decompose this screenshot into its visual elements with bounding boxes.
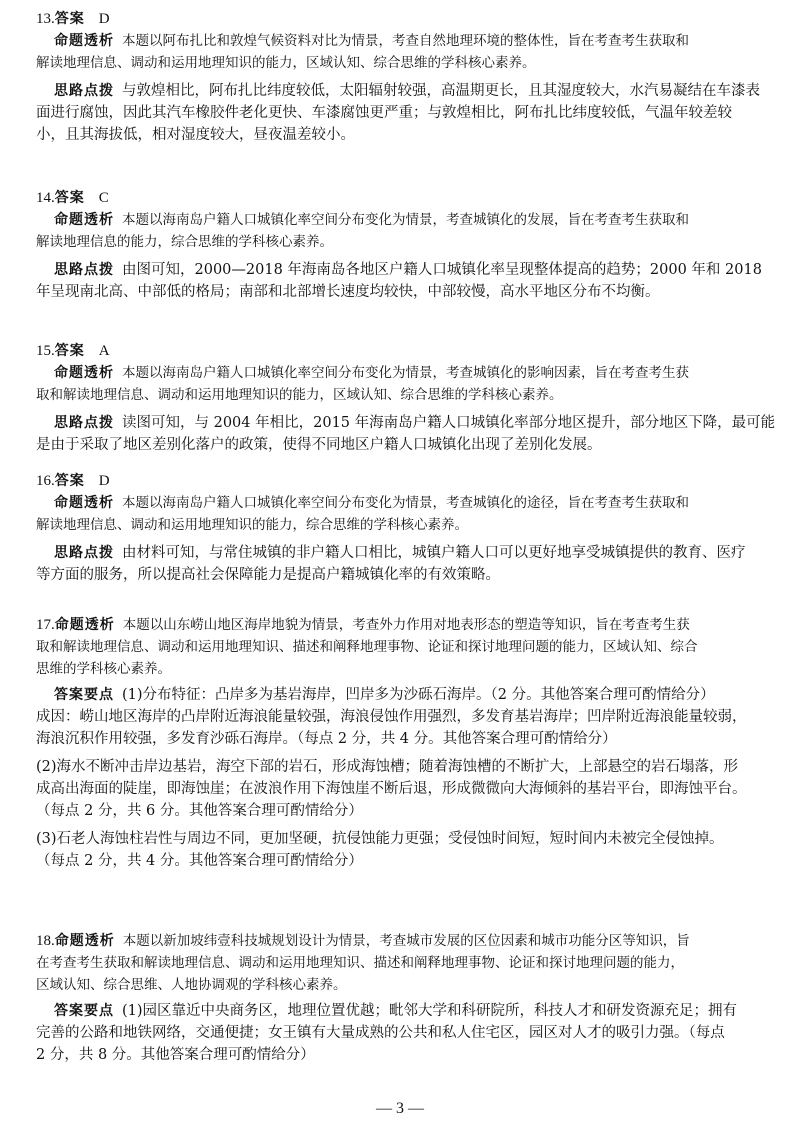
q14-number: 14.	[36, 190, 55, 206]
q13-hint-line-2: 面进行腐蚀，因此其汽车橡胶件老化更快、车漆腐蚀更严重；与敦煌相比，阿布扎比纬度较低，气温年较差较	[36, 105, 732, 121]
q17-number: 17.	[36, 617, 55, 633]
q14-hint-text-1: 由图可知，2000—2018 年海南岛各地区户籍人口城镇化率呈现整体提高的趋势；2000 年和 2018	[122, 262, 762, 278]
q17-key-line-3: 海浪沉积作用较强，多发育沙砾石海岸。（每点 2 分，共 4 分。其他答案合理可酌情给分）	[36, 731, 617, 747]
q16-answer: D	[98, 473, 110, 489]
q18-analysis-line-2: 在考查考生获取和解读地理信息、调动和运用地理知识、描述和阐释地理事物、论证和探讨地理问题的能力，	[36, 955, 684, 971]
question-18	[36, 930, 776, 1066]
q18-key-label: 答案要点	[54, 1003, 114, 1019]
q15-analysis-text-1: 本题以海南岛户籍人口城镇化率空间分布变化为情景，考查城镇化的影响因素，旨在考查考生获	[122, 365, 689, 381]
q13-hint-text-1: 与敦煌相比，阿布扎比纬度较低，太阳辐射较强，高温期更长，且其湿度较大，水汽易凝结在车漆表	[122, 83, 760, 99]
q14-analysis-label: 命题透析	[54, 212, 114, 228]
q16-analysis-text-1: 本题以海南岛户籍人口城镇化率空间分布变化为情景，考查城镇化的途径，旨在考查考生获取和	[122, 495, 689, 511]
q16-hint-line-1	[36, 542, 776, 564]
q13-answer-line	[36, 8, 776, 30]
q16-hint-label: 思路点拨	[54, 545, 114, 561]
q16-answer-label: 答案	[54, 473, 85, 489]
q13-hint-line-3: 小，且其海拔低，相对湿度较大，昼夜温差较小。	[36, 127, 355, 143]
q16-number: 16.	[36, 473, 55, 489]
q15-number: 15.	[36, 343, 55, 359]
q13-number: 13.	[36, 11, 55, 27]
question-14	[36, 187, 776, 303]
q13-analysis-line-2: 解读地理信息、调动和运用地理知识的能力，区域认知、综合思维的学科核心素养。	[36, 55, 536, 71]
q13-analysis-label: 命题透析	[54, 33, 114, 49]
q17-key-line-4: (2)海水不断冲击岸边基岩，海空下部的岩石，形成海蚀槽；随着海蚀槽的不断扩大，上部悬空的岩石塌落，形	[36, 759, 739, 775]
q18-key-line-3: 2 分，共 8 分。其他答案合理可酌情给分）	[36, 1047, 315, 1063]
q18-key-text-1: (1)园区靠近中央商务区，地理位置优越；毗邻大学和科研院所，科技人才和研发资源充足；拥有	[122, 1003, 738, 1019]
q14-hint-line-1	[36, 259, 776, 281]
q14-answer: C	[98, 190, 109, 206]
q15-analysis-label: 命题透析	[54, 365, 114, 381]
q18-key-line-1	[36, 1000, 776, 1022]
q13-answer-label: 答案	[54, 11, 85, 27]
q17-key-line-5: 成高出海面的陡崖，即海蚀崖；在波浪作用下海蚀崖不断后退，形成微微向大海倾斜的基岩平台，即海蚀平台。	[36, 781, 747, 797]
q17-analysis-line-3: 思维的学科核心素养。	[36, 661, 171, 677]
q13-hint-label: 思路点拨	[54, 83, 114, 99]
question-15	[36, 340, 776, 456]
q17-key-line-1	[36, 684, 776, 706]
q17-key-line-2: 成因：崂山地区海岸的凸岸附近海浪能量较强，海浪侵蚀作用强烈，多发育基岩海岸；凹岸附近海浪能量较弱，	[36, 709, 747, 725]
q15-hint-text-1: 读图可知，与 2004 年相比，2015 年海南岛户籍人口城镇化率部分地区提升，部分地区下降，最可能	[122, 415, 776, 431]
q17-key-line-6: （每点 2 分，共 6 分。其他答案合理可酌情给分）	[36, 803, 363, 819]
q17-analysis-label: 命题透析	[54, 617, 115, 633]
q18-analysis-label: 命题透析	[54, 933, 115, 949]
q15-answer-line	[36, 340, 776, 362]
q18-analysis-line-1	[36, 930, 776, 952]
q17-key-line-7: (3)石老人海蚀柱岩性与周边不同，更加坚硬，抗侵蚀能力更强；受侵蚀时间短，短时间内未被完全侵蚀掉。	[36, 831, 724, 847]
q16-analysis-line-2: 解读地理信息、调动和运用地理知识的能力，综合思维的学科核心素养。	[36, 517, 468, 533]
page-number: — 3 —	[376, 1100, 424, 1117]
question-17	[36, 614, 776, 872]
q14-answer-label: 答案	[54, 190, 85, 206]
q15-answer: A	[98, 343, 110, 359]
q15-analysis-line-2: 取和解读地理信息、调动和运用地理知识的能力，区域认知、综合思维的学科核心素养。	[36, 387, 563, 403]
question-16	[36, 470, 776, 586]
q17-key-label: 答案要点	[54, 687, 114, 703]
q14-hint-line-2: 年呈现南北高、中部低的格局；南部和北部增长速度均较快，中部较慢，高水平地区分布不均衡。	[36, 284, 660, 300]
q16-analysis-line-1	[36, 492, 776, 514]
q14-analysis-line-2: 解读地理信息的能力，综合思维的学科核心素养。	[36, 234, 333, 250]
q14-answer-line	[36, 187, 776, 209]
q17-key-line-8: （每点 2 分，共 4 分。其他答案合理可酌情给分）	[36, 853, 363, 869]
q17-analysis-line-1	[36, 614, 776, 636]
q14-hint-label: 思路点拨	[54, 262, 114, 278]
question-13	[36, 8, 776, 146]
q15-hint-line-1	[36, 412, 776, 434]
q13-analysis-line-1	[36, 30, 776, 52]
q15-analysis-line-1	[36, 362, 776, 384]
q13-analysis-text-1: 本题以阿布扎比和敦煌气候资料对比为情景，考查自然地理环境的整体性，旨在考查考生获取和	[122, 33, 689, 49]
q17-analysis-line-2: 取和解读地理信息、调动和运用地理知识、描述和阐释地理事物、论证和探讨地理问题的能力，区域认知、综合	[36, 639, 698, 655]
q13-hint-line-1	[36, 80, 776, 102]
q14-analysis-text-1: 本题以海南岛户籍人口城镇化率空间分布变化为情景，考查城镇化的发展，旨在考查考生获取和	[122, 212, 689, 228]
q16-hint-line-2: 等方面的服务，所以提高社会保障能力是提高户籍城镇化率的有效策略。	[36, 567, 500, 583]
q18-analysis-text-1: 本题以新加坡纬壹科技城规划设计为情景，考查城市发展的区位因素和城市功能分区等知识，旨	[122, 933, 690, 949]
q13-answer: D	[98, 11, 110, 27]
q16-hint-text-1: 由材料可知，与常住城镇的非户籍人口相比，城镇户籍人口可以更好地享受城镇提供的教育、医疗	[122, 545, 746, 561]
q16-answer-line	[36, 470, 776, 492]
q15-hint-label: 思路点拨	[54, 415, 114, 431]
q18-analysis-line-3: 区域认知、综合思维、人地协调观的学科核心素养。	[36, 977, 347, 993]
q17-key-text-1: (1)分布特征：凸岸多为基岩海岸，凹岸多为沙砾石海岸。（2 分。其他答案合理可酌情给分）	[122, 687, 715, 703]
q17-analysis-text-1: 本题以山东崂山地区海岸地貌为情景，考查外力作用对地表形态的塑造等知识，旨在考查考生获	[122, 617, 690, 633]
q18-number: 18.	[36, 933, 55, 949]
q18-key-line-2: 完善的公路和地铁网络，交通便捷；女王镇有大量成熟的公共和私人住宅区，园区对人才的吸引力强。（每点	[36, 1025, 725, 1041]
q14-analysis-line-1	[36, 209, 776, 231]
q15-answer-label: 答案	[54, 343, 85, 359]
q16-analysis-label: 命题透析	[54, 495, 114, 511]
q15-hint-line-2: 是由于采取了地区差别化落户的政策，使得不同地区户籍人口城镇化出现了差别化发展。	[36, 437, 602, 453]
